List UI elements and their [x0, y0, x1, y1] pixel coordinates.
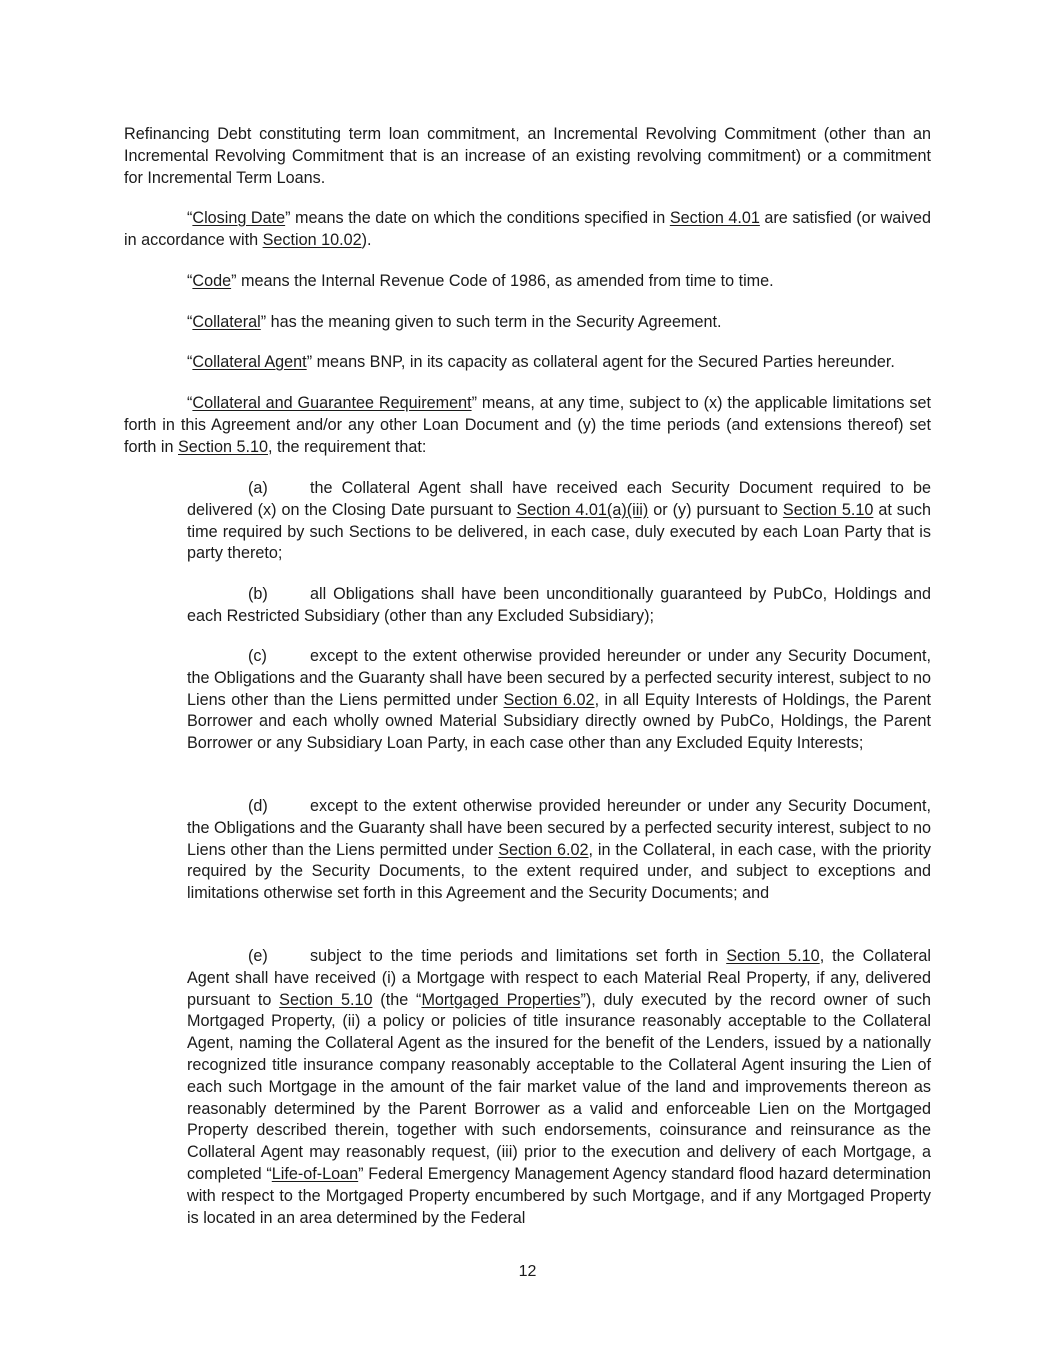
section-reference[interactable]: Section 6.02 — [498, 840, 589, 859]
definition-text: , the requirement that: — [268, 437, 427, 456]
section-reference[interactable]: Section 10.02 — [262, 230, 362, 249]
section-reference[interactable]: Section 6.02 — [503, 690, 595, 709]
paragraph-refinancing — [124, 124, 931, 189]
clause-label: (c) — [248, 647, 267, 665]
section-reference[interactable]: Section 5.10 — [726, 947, 820, 965]
clause-text: at such time required by such Sections to be delivered, in each case, duly executed by each Loan Party that is party thereto; — [187, 500, 931, 563]
clause-text: ” Federal Emergency Management Agency standard flood hazard determination with respect to the Mortgaged Property encumbered by such Mortgage, and if any Mortgaged Property is located in an area determined by the Federal — [187, 1164, 931, 1227]
clause-e — [187, 946, 931, 1229]
clause-label: (b) — [248, 585, 268, 603]
definition-text: are satisfied (or waived in accordance with — [124, 209, 931, 249]
clause-label: (d) — [248, 797, 268, 815]
clause-text: or (y) pursuant to — [648, 500, 783, 519]
clause-text: , the Collateral Agent shall have received (i) a Mortgage with respect to each Material Real Property, if any, delivered pursuant to — [187, 947, 932, 1009]
clause-text: ”), duly executed by the record owner of such Mortgaged Property, (ii) a policy or policies of title insurance reasonably acceptable to the Collateral Agent, naming the Collateral Agent as the insured for the benefit of the Lenders, issued by a nationally recognized title insurance company reasonably acceptable to the Collateral Agent insuring the Lien of each such Mortgage in the amount of the fair market value of the land and improvements thereon as reasonably determined by the Parent Borrower as a valid and enforceable Lien on the Mortgaged Property described therein, together with such endorsements, coinsurance and reinsurance as the Collateral Agent may reasonably request, (iii) prior to the execution and delivery of each Mortgage, a completed “ — [187, 990, 931, 1183]
definition-collateral-agent: “Collateral Agent” means BNP, in its capacity as collateral agent for the Secured Parties hereunder. — [187, 353, 895, 371]
section-reference[interactable]: Section 4.01 — [669, 209, 760, 227]
definition-text: ” means, at any time, subject to (x) the applicable limitations set forth in this Agreement and/or any other Loan Document and (y) the time periods (and extensions thereof) set forth in — [124, 394, 931, 456]
section-reference[interactable]: Section 5.10 — [279, 990, 373, 1009]
clause-d — [187, 796, 931, 905]
section-reference[interactable]: Section 5.10 — [178, 437, 268, 456]
clause-text: , in all Equity Interests of Holdings, the Parent Borrower and each wholly owned Material Subsidiary directly owned by PubCo, Holdings, the Parent Borrower or any Subsidiary Loan Party, in each case other than any Excluded Equity Interests; — [187, 690, 931, 753]
defined-term: Life-of-Loan — [271, 1164, 359, 1183]
clause-text: subject to the time periods and limitations set forth in — [310, 947, 727, 965]
clause-text: except to the extent otherwise provided hereunder or under any Security Document, the Obligations and the Guaranty shall have been secured by a perfected security interest, subject to no Liens other than the Liens permitted under — [187, 647, 931, 709]
paragraph-text: Refinancing Debt constituting term loan commitment, an Incremental Revolving Commitment (other than an Incremental Revolving Commitment that is an increase of an existing revolving commitment) or a commitment for Incremental Term Loans. — [124, 125, 931, 187]
definition-collateral-and-guarantee-requirement: “Collateral and Guarantee Requirement” means, at any time, subject to (x) the applicable limitations set forth in this Agreement and/or any other Loan Document and (y) the time periods (and extensions thereof) set forth in Section 5.10, the requirement that: — [124, 394, 931, 456]
clause-text: all Obligations shall have been unconditionally guaranteed by PubCo, Holdings and each Restricted Subsidiary (other than any Excluded Subsidiary); — [187, 585, 931, 625]
definition-text: ” means BNP, in its capacity as collateral agent for the Secured Parties hereunder. — [306, 353, 895, 371]
clause-c — [187, 646, 931, 755]
definition-collateral: “Collateral” has the meaning given to such term in the Security Agreement. — [187, 313, 722, 331]
definition-text: ” means the Internal Revenue Code of 1986, as amended from time to time. — [231, 272, 774, 290]
definition-text: ” means the date on which the conditions specified in — [285, 209, 670, 227]
section-reference[interactable]: Section 5.10 — [782, 500, 874, 519]
page-number: 12 — [518, 1263, 537, 1280]
clause-text: except to the extent otherwise provided hereunder or under any Security Document, the Obligations and the Guaranty shall have been secured by a perfected security interest, subject to no Liens other than the Liens permitted under — [187, 797, 931, 859]
clause-a — [187, 478, 931, 565]
clause-text: , in the Collateral, in each case, with the priority required by the Security Documents, to the extent required under, and subject to exceptions and limitations otherwise set forth in this Agreement and the Security Documents; and — [187, 840, 931, 903]
clause-text: the Collateral Agent shall have received each Security Document required to be delivered (x) on the Closing Date pursuant to — [187, 479, 931, 519]
defined-term: Collateral Agent — [192, 353, 307, 371]
definition-closing-date: “Closing Date” means the date on which the conditions specified in Section 4.01 are satisfied (or waived in accordance with Section 10.02). — [124, 209, 931, 249]
defined-term: Mortgaged Properties — [421, 990, 581, 1009]
defined-term: Collateral — [192, 313, 261, 331]
definition-code: “Code” means the Internal Revenue Code of 1986, as amended from time to time. — [187, 272, 774, 290]
definition-text: ). — [361, 230, 372, 249]
defined-term: Collateral and Guarantee Requirement — [192, 394, 472, 412]
clause-text: (the “ — [372, 990, 422, 1009]
defined-term: Closing Date — [192, 209, 286, 227]
clause-b — [187, 584, 931, 628]
section-reference[interactable]: Section 4.01(a)(iii) — [516, 500, 649, 519]
defined-term: Code — [192, 272, 232, 290]
definition-text: ” has the meaning given to such term in the Security Agreement. — [260, 313, 722, 331]
clause-label: (e) — [248, 947, 268, 965]
clause-label: (a) — [248, 479, 268, 497]
